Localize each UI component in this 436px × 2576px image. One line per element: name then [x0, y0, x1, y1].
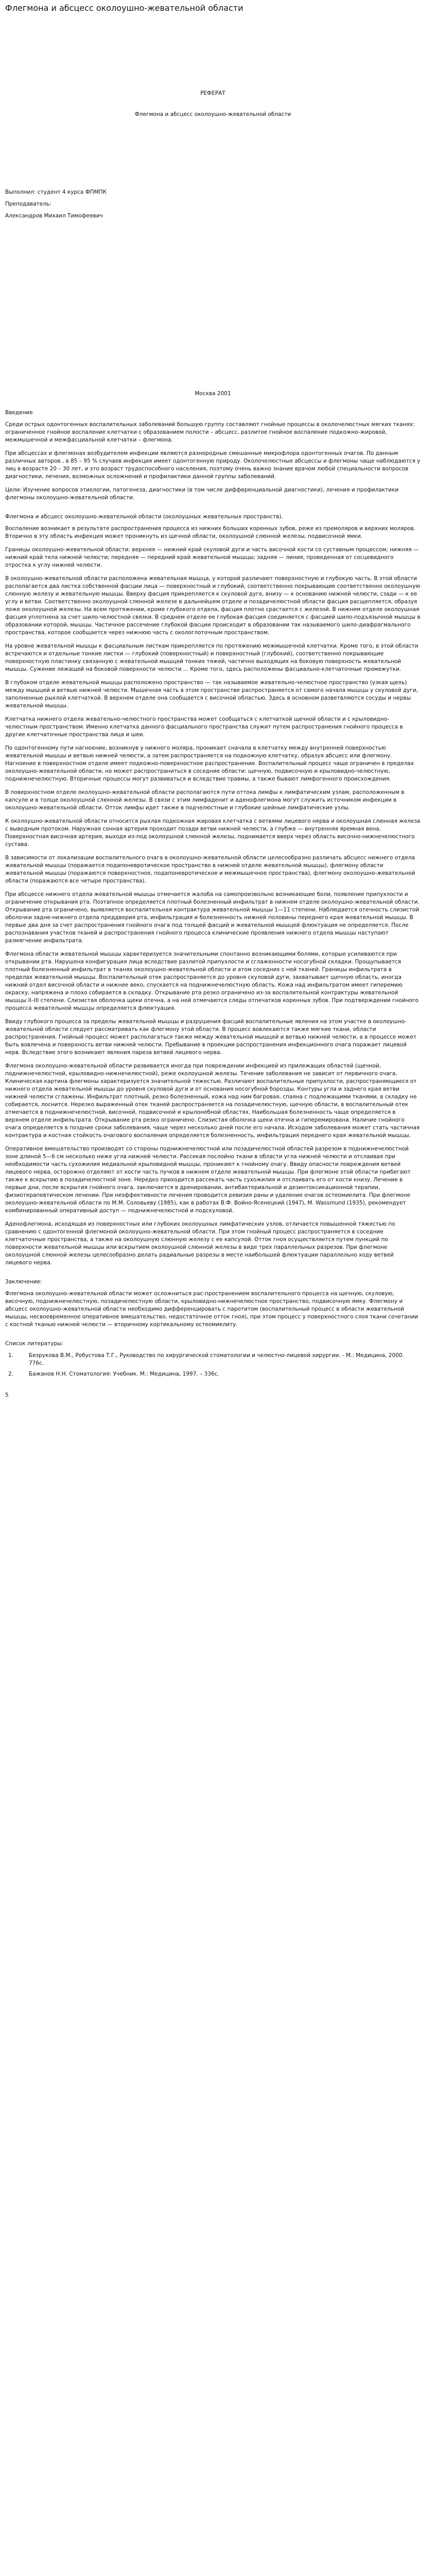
main-paragraph: На уровне жевательной мышцы к фасциальным листкам прикрепляется по протяжению межмышечной клетчатки. Кроме того, в этой области встречаются и отдельные тонкие листки — глубокий (поверхностный) и поверхностный (глубокий), соответственно покрывающие поверхностную пластинку связанную с жевательной мышцей тонких тяжей, частично выходящих на боковую поверхность жевательной мышцы. Сужение лежащей на боковой поверхности челюсти ... Кроме того, здесь расположены фасциально-клетчаточные промежутки.	[5, 643, 418, 672]
main-paragraph: Флегмона околоушно-жевательной области развивается иногда при повреждении инфекцией из прилежащих областей (щечной, поднижнечелюстной, крыловидно-нижнечелюстной), реже околоушной железы. Течение заболевания не зависит от первичного очага. Клиническая картина флегмоны характеризуется значительной тяжестью. Различают воспалительные припухлости, распространяющиеся от нижнего отдела жевательной мышцы до уровня скуловой дуги и от основания носогубной борозды. Контуры угла и заднего края ветви нижней челюсти сглажены. Инфильтрат плотный, резко болезненный, кожа над ним багровая, спаяна с подлежащими тканями, в складку не собирается, лоснится. Нерезко выраженный отек тканей распространяется на позадичелюстную, щечную области, в воспалительный отек отмечается в поднижнечелюстной, височной, подвисочной и крылонебной областях. Наибольшая болезненность чаще определяется в верхнем отделе инфильтрата. Открывание рта резко ограничено. Слизистая оболочка щеки отечна и гиперемирована. Наличие гнойного очага определяется в поздние сроки заболевания, чаще через несколько дней после его начала. Исходом заболевания может стать частичная контрактура и костная стойкость очагового воспаления определяется болезненность, инфильтрация переднего края жевательной мышцы.	[5, 1063, 420, 1139]
main-paragraph: По одонтогенному пути нагноение, возникнув у нижнего моляра, проникает сначала в клетчатку между внутренней поверхностью жевательной мышцы и ветвью нижней челюсти, а затем распространяется на подкожную клетчатку, образуя абсцесс или флегмону. Нагноение в поверхностном отделе имеет подкожно-поверхностное распространение. Воспалительный процесс чаще ограничен в пределах околоушно-жевательной области, но может распространиться в соседние области: щечную, подвисочную и крыловидно-челюстную, поднижнечелюстную. Вторичные процессы могут развиваться и вследствие травмы, а также бывают лимфогенного происхождения.	[5, 745, 414, 782]
document-subtitle: Флегмона и абсцесс околоушно-жевательной области	[134, 111, 291, 117]
literature-text: Бажанов Н.Н. Стоматология: Учебник. М.: Медицина, 1997. – 336с.	[29, 1371, 219, 1377]
main-paragraph: Воспаление возникает в результате распространения процесса из нижних больших коренных зубов, реже из премоляров и верхних моляров. Вторично в эту область инфекция может проникнуть из щечной области, околоушной слюнной железы, подвисочной ямки.	[5, 526, 416, 539]
main-paragraph: Границы околоушно-жевательной области: верхняя — нижний край скуловой дуги и часть височной кости со суставным процессом; нижняя — нижний край тела нижней челюсти; передняя — передний край жевательной мышцы; задняя — линия, проведенная от сосцевидного отростка к углу нижней челюсти.	[5, 547, 419, 568]
main-paragraph: В глубоком отделе жевательной мышцы расположено пространство — так называемое жевательно-челюстное пространство (узкая щель) между мышцей и ветвью нижней челюсти. Мышечная часть в этом пространстве распространяется от самого начала мышцы у скуловой дуги, заполненные рыхлой клетчаткой. В верхнем отделе она сообщается с височной областью. Здесь в основном разветвляются сосуды и нервы жевательной мышцы.	[5, 680, 418, 709]
page-number: 5	[5, 1392, 9, 1398]
intro-paragraph: Среди острых одонтогенных воспалительных заболеваний большую группу составляют гнойные процессы в околочелюстных мягких тканях: ограниченное гнойное воспаление клетчатки с образованием полости – абсцесс, разлитое гнойное воспаление подкожно-жировой, межмышечной и межфасциальной клетчатки – флегмона.	[5, 421, 415, 443]
main-paragraph: Ввиду глубокого процесса за пределы жевательной мышцы и разрушения фасций воспалительные явления на этом участке в околоушно-жевательной области следует рассматривать как флегмону этой области. В процесс вовлекаются также мягкие ткани, области распространения. Гнойный процесс может располагаться также между жевательной мышцей и ветвью нижней челюсти, а в процессе может быть вовлечена и поверхность ветви нижней челюсти. Пребывание в проекции распространения инфекционного очага поражает лицевой нерв. Вследствие этого возникают явления пареза ветвей лицевого нерва.	[5, 1019, 416, 1056]
main-paragraph: К околоушно-жевательной области относится рыхлая подкожная жировая клетчатка с ветвями лицевого нерва и околоушная слюнная железа с выводным протоком. Наружная сонная артерия проходит позади ветви нижней челюсти, а глубже — внутренняя яремная вена. Поверхностная височная артерия, выходя из-под околоушной слюнной железы, поднимается вверх через область височно-нижнечелюстного сустава.	[5, 818, 421, 848]
teacher-name: Александров Михаил Тимофеевич	[5, 213, 103, 219]
main-paragraph: В поверхностном отделе околоушно-жевательной области располагаются пути оттока лимфы к лимфатическим узлам, расположенным в капсуле и в толще околоушной слюнной железы. В связи с этим лимфаденит и аденофлегмона могут служить источником инфекции в околоушно-жевательной области. Отток лимфы идет также в подчелюстные и глубокие шейные лимфатические узлы.	[5, 789, 405, 811]
intro-section	[5, 409, 421, 502]
main-paragraph: В зависимости от локализации воспалительного очага в околоушно-жевательной области целесообразно различать абсцесс нижнего отдела жевательной мышцы (поражается подапоневротическое пространство в нижней отделе жевательной мышцы), флегмону области жевательной мышцы (поражаются поверхностное, подапоневротическое и межмышечное пространства), флегмону околоушно-жевательной области (поражаются все четыре пространства).	[5, 855, 415, 884]
literature-number: 1.	[8, 1352, 14, 1359]
intro-heading: Введение	[5, 410, 33, 416]
literature-section	[5, 1340, 421, 1378]
intro-paragraph: Цели: Изучение вопросов этиологии, патогенеза, диагностики (в том числе дифференциальной диагностики), лечения и профилактики флегмоны околоушно-жевательной области.	[5, 487, 399, 501]
main-paragraph: Клетчатка нижнего отдела жевательно-челюстного пространства может сообщаться с клетчаткой щечной области и с крыловидно-челюстным пространством. Именно клетчатка данного фасциального пространства служит путем распространения гнойного процесса в другие клетчаточные пространства лица и шеи.	[5, 716, 403, 738]
literature-number: 2.	[8, 1371, 14, 1377]
literature-text: Безрукова В.М., Робустова Т.Г., Руководство по хирургической стоматологии и челюстно-лицевой хирургии. - М.: Медицина, 2000. 776с.	[29, 1352, 404, 1366]
conclusion-paragraph: Флегмона околоушно-жевательной области может осложниться рас-пространением воспалительного процесса на щечную, скуловую, височную, поднижнечелюстную, позадичелюстную области, крыловидно-нижнечелюстное пространство, подвисочную ямку. Флегмону и абсцесс околоушно-жевательной области необходимо дифференцировать с паротитом (воспалительный процесс в области жевательной мышцы, несвоевременное оперативное вмешательство, недостаточное отток гноя), при этом процесс у поверхностного слоя ткани сочетании с костной тканью нижней челюсти — вторичному кортикальному остеомиелиту.	[5, 1291, 418, 1328]
city-year: Москва 2001	[195, 391, 231, 397]
main-paragraph: Аденофлегмона, исходящая из поверхностных или глубоких околоушных лимфатических узлов, отличается повышенной тяжестью по сравнению с одонтогенной флегмоной околоушно-жевательной области. При этом гнойный процесс распространяется в соседние клетчаточные пространства, а также на околоушную слюнную железу с ее капсулой. Отток гноя осуществляется путем пункций по поверхности жевательной мышцы или вскрытием околоушной слюнной железы в виде трех параллельных разрезов. При флегмоне околоушной слюнной железы целесообразно делать радиальные разрезы в месте наибольшей флюктуации параллельно ходу ветвей лицевого нерва.	[5, 1221, 395, 1266]
main-section	[5, 513, 421, 1267]
main-paragraph: При абсцессе нижнего отдела жевательной мышцы отмечается жалоба на самопроизвольно возникающие боли, появление припухлости и ограничение открывания рта. Поэтапное определяется плотный болезненный инфильтрат в нижнем отделе околоушно-жевательной области. Открывание рта ограничено, выявляется воспалительная контрактура жевательной мышцы 1—11 степени. Наблюдается отечность слизистой оболочки задне-нижнего отдела преддверия рта, инфильтрация и болезненность нижней половины переднего края жевательной мышцы. В первые два дня за счет распространения гнойного очага под толщей фасций и жевательной мышцей флюктуация не определяется. После распознавания участков тканей и распространения гнойного процесса клинические проявления нижнего отдела мышцы наступают размягчение инфильтрата.	[5, 891, 420, 944]
main-paragraph: В околоушно-жевательной области расположена жевательная мышца, у которой различают поверхностную и глубокую часть. В этой области располагается два листка собственной фасции лица — поверхностный и глубокий, соответственно покрывающие соответственно околоушную слюнную железу и жевательную мышцы. Вверху фасция прикрепляется к скуловой дуге, внизу — к основанию нижней челюсти, сзади — к ее углу и ветви. Соответственно околоушной слюнной железе в дальнейшем отделе и позадичелюстной области фасция расщепляется, образуя ложе околоушной железы. На всем протяжении, кроме глубокого отдела, фасция плотно срастается с железой. В нижнем отделе околоушная фасция уплотнена за счет шило-челюстной связки. В среднем отделе ее глубокая фасция соединяется с фасцией шило-подъязычной мышцы в образовании которой, мышцы. Частичное рассечение глубокой фасции происходит в образовании так называемого шило-диафрагмального пространства, которое сообщается через нижнюю часть с окологлоточным пространством.	[5, 575, 421, 636]
main-paragraph: Флегмона области жевательной мышцы характеризуется значительными спонтанно возникающими болями, которые усиливаются при открывании рта. Нарушена конфигурация лица вследствие разлитой припухлости и сглаженности носогубной складки. Прощупывается плотный болезненный инфильтрат в тканях околоушно-жевательной области и атом соседних с ней тканей. Границы инфильтрата в пределах жевательной мышцы. Воспалительный отек распространяется до уровня скуловой дуги, захватывает щечную область, иногда нижний отдел височной области и нижнее веко, спускается на поднижнечелюстную область. Кожа над инфильтратом имеет гиперемию окраску, напряжена и плохо собирается в складку. Открывание рта резко ограничено из-за воспалительной контрактуры жевательной мышцы II–III степени. Слизистая оболочка щеки отечна, а на ней отмечаются следы отпечатков коренных зубов. При подтверждении гнойного процесса жевательной мышцы определяется флюктуация.	[5, 951, 418, 1011]
teacher-label: Преподаватель:	[5, 201, 51, 207]
literature-heading: Список литературы:	[5, 1341, 63, 1347]
literature-item	[5, 1370, 421, 1378]
student-line: Выполнил: студент 4 курса ФПМПК	[5, 189, 107, 195]
conclusion-heading: Заключение:	[5, 1279, 42, 1285]
referat-label: РЕФЕРАТ	[200, 90, 225, 96]
author-block	[5, 189, 421, 220]
page-title: Флегмона и абсцесс околоушно-жевательной области	[5, 3, 243, 13]
main-heading: Флегмона и абсцесс околоушно-жевательной области (околоушных жевательных пространств).	[5, 514, 283, 520]
intro-paragraph: При абсцессах и флегмонах возбудителем инфекции являются разнородные смешанные микрофлора одонтогенных очагов. По данным различных авторов , в 85 – 95 % случаев инфекция имеет одонтогенную природу. Околочелюстные абсцессы и флегмоны чаще наблюдаются у лиц в возрасте 20 – 30 лет, и это возраст трудоспособного населения, поэтому очень важно знание врачом любой специальности вопросов диагностики, лечения, возможных осложнений и профилактики данной группы заболеваний.	[5, 450, 421, 480]
main-paragraph: Оперативное вмешательство производят со стороны поднижнечелюстной или позадичелюстной областей разрезом в поднижнечелюстной зоне длиной 5—6 см несколько ниже угла нижней челюсти. Рассекая послойно ткани в области угла нижней челюсти и отслаивая при необходимости часть сухожилия медиальной крыловидной мышцы, проникают к гнойному очагу. Ввиду опасности повреждения ветвей лицевого нерва, осторожно отделяют от кости часть пучков в нижнем отделе жевательной мышцы. При флегмоне этой области прибегают также к вскрытию в позадичелюстной зоне. Нередко приходится рассекать часть сухожилия и отслаивать его от кости книзу. Лечение в первые дни, после вскрытия гнойного очага, заключается в дренировании, антибактериальной и дезинтоксикационной терапии, физиотерапевтическом лечении. При неэффективности лечения проводится ревизия раны и удаление очагов остеомиелита. При флегмоне околоушно-жевательной области по М.М. Соловьеву (1985), как в работах В.Ф. Войно-Ясенецкий (1947), М. Wassmund (1935), рекомендует комбинированный оперативный доступ — поднижнечелюстной и подскуловой.	[5, 1146, 411, 1214]
conclusion-section	[5, 1278, 421, 1329]
literature-item	[5, 1352, 421, 1367]
